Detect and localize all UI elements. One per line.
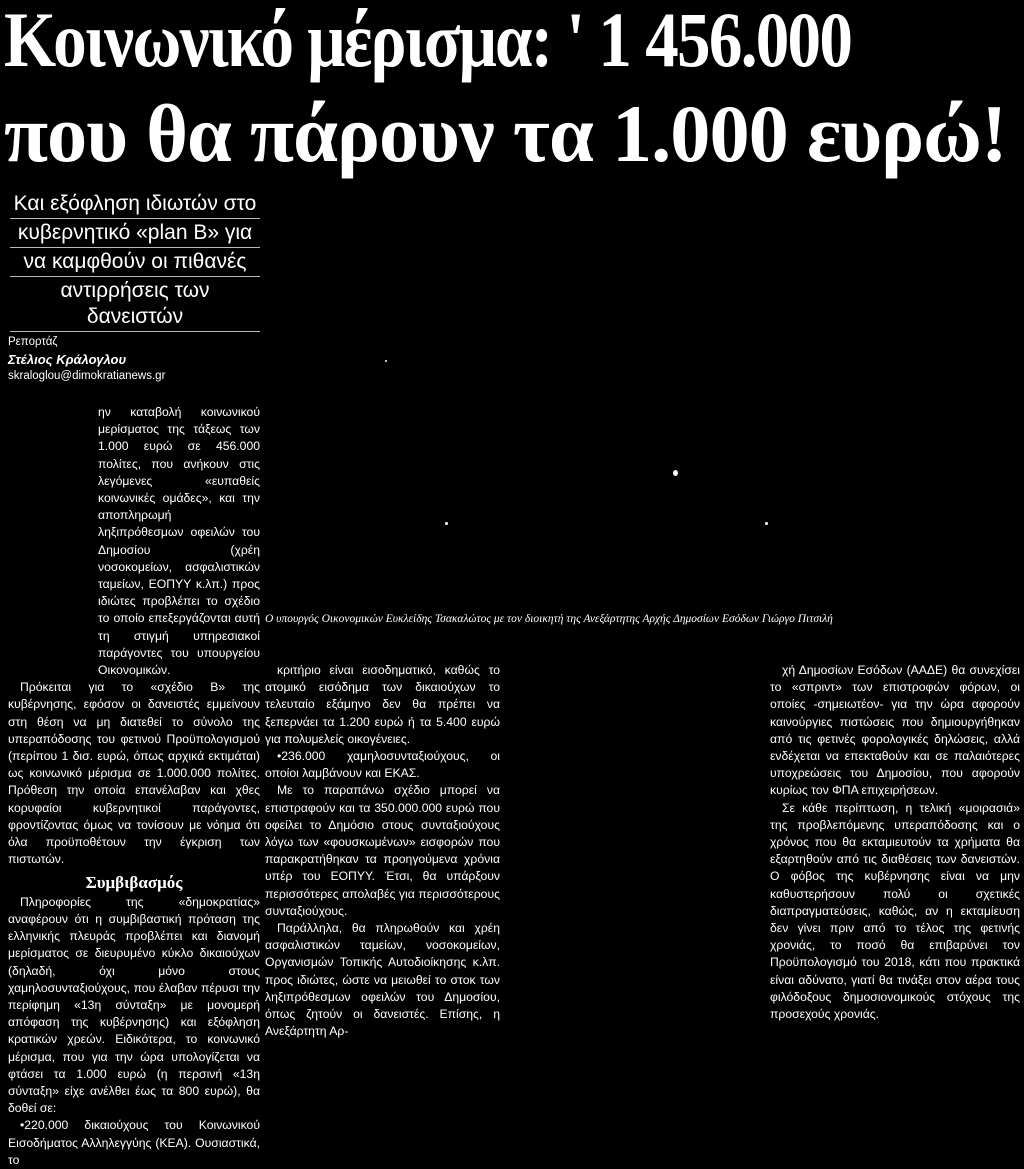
byline bbox=[8, 334, 165, 385]
paragraph: Πληροφορίες της «δημοκρατίας» αναφέρουν ότι η συμβιβαστική πρόταση της ελληνικής πλευράς προβλέπει και διανομή μερίσματος σε διευρυμένο κύκλο δικαιούχων (δηλαδή, όχι μόνο στους χαμηλοσυνταξιούχους, που έλαβαν πέρυσι την περίφημη «13η σύνταξη» με μονομερή απόφαση της κυβέρνησης) και εξόφληση κρατικών χρεών. Ειδικότερα, το κοινωνικό μέρισμα, που για την ώρα υπολογίζεται να φτάσει τα 1.000 ευρώ (η περσινή «13η σύνταξη» είχε ανέλθει έως τα 800 ευρώ), θα δοθεί σε: bbox=[8, 894, 260, 1116]
photo-highlight bbox=[385, 360, 387, 362]
byline-label: Ρεπορτάζ bbox=[8, 336, 58, 348]
byline-author: Στέλιος Κράλογλου bbox=[8, 352, 127, 367]
paragraph: Σε κάθε περίπτωση, η τελική «μοιρασιά» της προβλεπόμενης υπεραπόδοσης και ο χρόνος που θα εκταμιευτούν τα χρήματα θα εξαρτηθούν από τις διαθέσεις των δανειστών. Ο φόβος της κυβέρνησης είναι να μην καθυστερήσουν πολύ οι σχετικές διαπραγματεύσεις, καθώς, αν η εκταμίευση δεν γίνει πριν από το τέλος της φετινής χρονιάς, το ποσό θα επιβαρύνει τον Προϋπολογισμό του 2018, κάτι που πρακτικά είναι αδύνατο, γιατί θα τινάξει στον αέρα τους φιλόδοξους δημοσιονομικούς στόχους της προσεχούς χρονιάς. bbox=[770, 800, 1020, 1022]
paragraph: Με το παραπάνω σχέδιο μπορεί να επιστραφούν και τα 350.000.000 ευρώ που οφείλει το Δημόσιο στους συνταξιούχους λόγω των «φουσκωμένων» εισφορών που παρακρατήθηκαν τα προηγούμενα χρόνια υπέρ του ΕΟΠΥΥ. Έτσι, θα υπάρξουν περισσότερες απολαβές για περισσότερους συνταξιούχους. bbox=[265, 783, 500, 918]
subheadline-line: Και εξόφληση ιδιωτών στο bbox=[10, 190, 260, 219]
photo-highlight bbox=[765, 522, 768, 525]
paragraph: Παράλληλα, θα πληρωθούν και χρέη ασφαλιστικών ταμείων, νοσοκομείων, Οργανισμών Τοπικής Αυτοδιοίκησης κ.λπ. προς ιδιώτες, ώστε να μειωθεί το στοκ των ληξιπρόθεσμων οφειλών του Δημοσίου, όπως ζητούν οι δανειστές. Επίσης, η Ανεξάρτητη Αρ- bbox=[265, 921, 500, 1039]
article-column-2 bbox=[265, 662, 500, 1040]
byline-email: skraloglou@dimokratianews.gr bbox=[8, 370, 166, 382]
paragraph: ην καταβολή κοινωνικού μερίσματος της τάξεως των 1.000 ευρώ σε 456.000 πολίτες, που ανήκουν στις λεγόμενες «ευπαθείς κοινωνικές ομάδες», και την αποπληρωμή ληξιπρόθεσμων οφειλών του Δημοσίου (χρέη νοσοκομείων, ασφαλιστικών ταμείων, ΕΟΠΥΥ κ.λπ.) προς ιδιώτες προβλέπει το σχέδιο το οποίο επεξεργάζονται αυτή τη στιγμή υπηρεσιακοί παράγοντες του υπουργείου Οικονομικών. bbox=[98, 405, 260, 678]
paragraph: •220.000 δικαιούχους του Κοινωνικού Εισοδήματος Αλληλεγγύης (ΚΕΑ). Ουσιαστικά, το bbox=[8, 1118, 260, 1167]
subheadline-line: να καμφθούν οι πιθανές bbox=[10, 248, 260, 277]
subheadline bbox=[10, 190, 260, 332]
photo-caption: Ο υπουργός Οικονομικών Ευκλείδης Τσακαλώτος με τον διοικητή της Ανεξάρτητης Αρχής Δημοσίων Εσόδων Γιώργο Πιτσιλή bbox=[265, 613, 833, 625]
paragraph: χή Δημοσίων Εσόδων (ΑΑΔΕ) θα συνεχίσει το «σπριντ» των επιστροφών φόρων, οι οποίες -σημειωτέον- για την ώρα αφορούν καινούργιες πιστώσεις που δημιουργήθηκαν από τις φετινές φορολογικές δηλώσεις, αλλά ενδέχεται να επεκταθούν και σε παλαιότερες υποχρεώσεις του Δημοσίου, που αφορούν κυρίως τον ΦΠΑ επιχειρήσεων. bbox=[770, 663, 1020, 798]
article-column-3 bbox=[770, 662, 1020, 1023]
paragraph: κριτήριο είναι εισοδηματικό, καθώς το ατομικό εισόδημα των δικαιούχων το τελευταίο εξάμηνο δεν θα πρέπει να ξεπερνάει τα 1.200 ευρώ ή τα 5.400 ευρώ για πολυμελείς οικογένειες. bbox=[265, 663, 500, 746]
paragraph: Πρόκειται για το «σχέδιο Β» της κυβέρνησης, εφόσον οι δανειστές εμμείνουν στη θέση να μη διατεθεί το σύνολο της υπεραπόδοσης του φετινού Προϋπολογισμού (περίπου 1 δισ. ευρώ, όπως αρχικά εκτιμάται) ως κοινωνικό μέρισμα σε 1.000.000 πολίτες. Πρόθεση την οποία επανέλαβαν και χθες κορυφαίοι κυβερνητικοί παράγοντες, φροντίζοντας όμως να τονίσουν με νόημα ότι όλα προϋποθέτουν την έγκριση των πιστωτών. bbox=[8, 680, 260, 867]
headline-line-2: που θα πάρουν τα 1.000 ευρώ! bbox=[4, 88, 1007, 179]
section-heading: Συμβιβασμός bbox=[85, 873, 183, 893]
article-column-1 bbox=[8, 404, 260, 1169]
photo-highlight bbox=[445, 522, 448, 525]
paragraph: •236.000 χαμηλοσυνταξιούχους, οι οποίοι λαμβάνουν και ΕΚΑΣ. bbox=[265, 749, 500, 781]
photo-highlight bbox=[673, 470, 678, 476]
headline-line-1: Κοινωνικό μέρισμα: ' 1 456.000 bbox=[4, 0, 852, 83]
subheadline-line: κυβερνητικό «plan B» για bbox=[10, 219, 260, 248]
article-photo bbox=[265, 330, 1024, 605]
subheadline-line: αντιρρήσεις των δανειστών bbox=[10, 277, 260, 332]
